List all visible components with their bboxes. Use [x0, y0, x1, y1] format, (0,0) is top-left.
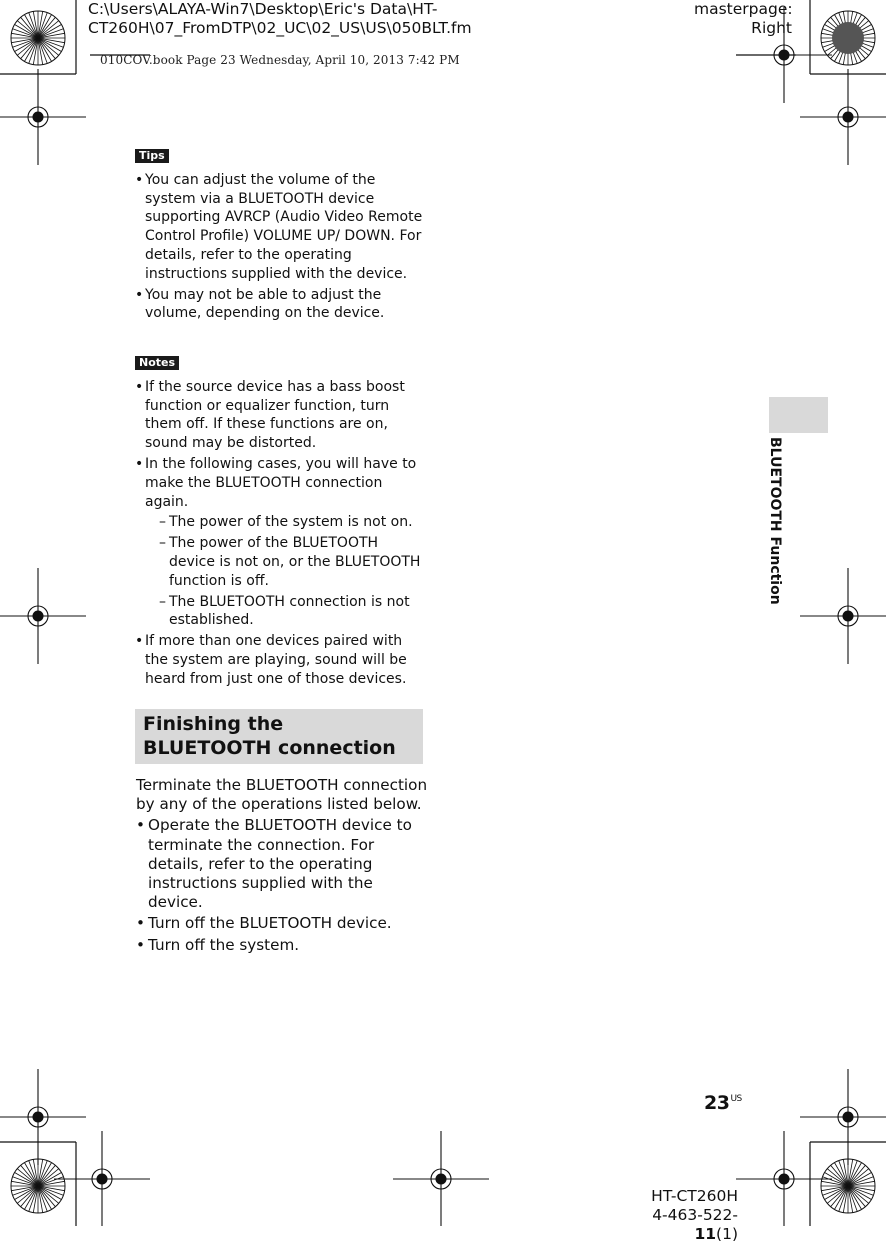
tips-list — [135, 171, 425, 323]
registration-mark — [0, 568, 86, 664]
registration-mark — [393, 1131, 489, 1226]
note-subitem: – The power of the system is not on. — [159, 513, 425, 532]
section-intro: Terminate the BLUETOOTH connection by any of the operations listed below. — [136, 776, 428, 814]
part-number — [620, 1206, 738, 1244]
masterpage-label — [694, 0, 792, 38]
sunburst-mark — [821, 11, 875, 65]
registration-mark — [0, 69, 86, 165]
registration-mark — [0, 1069, 86, 1165]
part-number-rev: (1) — [716, 1225, 738, 1243]
section-item: • Operate the BLUETOOTH device to terminate the connection. For details, refer to the operating instructions supplied with the device. — [136, 816, 428, 912]
notes-label: Notes — [135, 356, 179, 370]
sunburst-mark — [11, 11, 65, 65]
tip-item: • You can adjust the volume of the system via a BLUETOOTH device supporting AVRCP (Audio Video Remote Control Profile) VOLUME UP/ DOWN. For details, refer to the operating instructions supplied with the device. — [135, 171, 425, 284]
section-item: • Turn off the system. — [136, 936, 428, 955]
note-subitem: – The BLUETOOTH connection is not established. — [159, 593, 425, 631]
side-tab-label: BLUETOOTH Function — [767, 437, 783, 605]
registration-mark — [736, 1131, 832, 1226]
registration-mark — [800, 69, 886, 165]
tips-block — [135, 146, 425, 323]
tip-item: • You may not be able to adjust the volume, depending on the device. — [135, 286, 425, 324]
notes-block — [135, 353, 425, 689]
section-item: • Turn off the BLUETOOTH device. — [136, 914, 428, 933]
registration-mark — [800, 568, 886, 664]
section-list — [136, 816, 428, 954]
note-sublist — [145, 513, 425, 630]
tips-label: Tips — [135, 149, 169, 163]
page-number-suffix: US — [730, 1094, 742, 1104]
page-number-value: 23 — [704, 1092, 730, 1114]
section-body — [136, 776, 428, 955]
side-tab-marker — [769, 397, 828, 433]
file-path-line1: C:\Users\ALAYA-Win7\Desktop\Eric's Data\HT- — [88, 0, 438, 18]
file-path-line2: CT260H\07_FromDTP\02_UC\02_US\US\050BLT.fm — [88, 19, 472, 37]
note-item: • If more than one devices paired with the system are playing, sound will be heard from just one of those devices. — [135, 632, 425, 688]
model-name: HT-CT260H — [651, 1187, 738, 1205]
registration-mark — [800, 1069, 886, 1165]
note-subitem: – The power of the BLUETOOTH device is not on, or the BLUETOOTH function is off. — [159, 534, 425, 590]
section-heading: Finishing the BLUETOOTH connection — [135, 709, 423, 764]
registration-mark — [54, 1131, 150, 1226]
file-path — [88, 0, 472, 38]
masterpage-line1: masterpage: — [694, 0, 793, 18]
model-info — [620, 1187, 738, 1244]
note-item: • If the source device has a bass boost function or equalizer function, turn them off. If these functions are on, sound may be distorted. — [135, 378, 425, 453]
masterpage-line2: Right — [751, 19, 792, 37]
note-item-text: In the following cases, you will have to make the BLUETOOTH connection again. — [145, 455, 417, 510]
note-item — [135, 455, 425, 630]
sunburst-mark — [11, 1159, 65, 1213]
notes-list — [135, 378, 425, 689]
book-info-line: 010COV.book Page 23 Wednesday, April 10, 2013 7:42 PM — [100, 53, 460, 67]
sunburst-mark — [821, 1159, 875, 1213]
page-number — [704, 1092, 742, 1114]
part-number-base: 4-463-522- — [652, 1206, 738, 1224]
part-number-bold: 11 — [694, 1225, 717, 1243]
